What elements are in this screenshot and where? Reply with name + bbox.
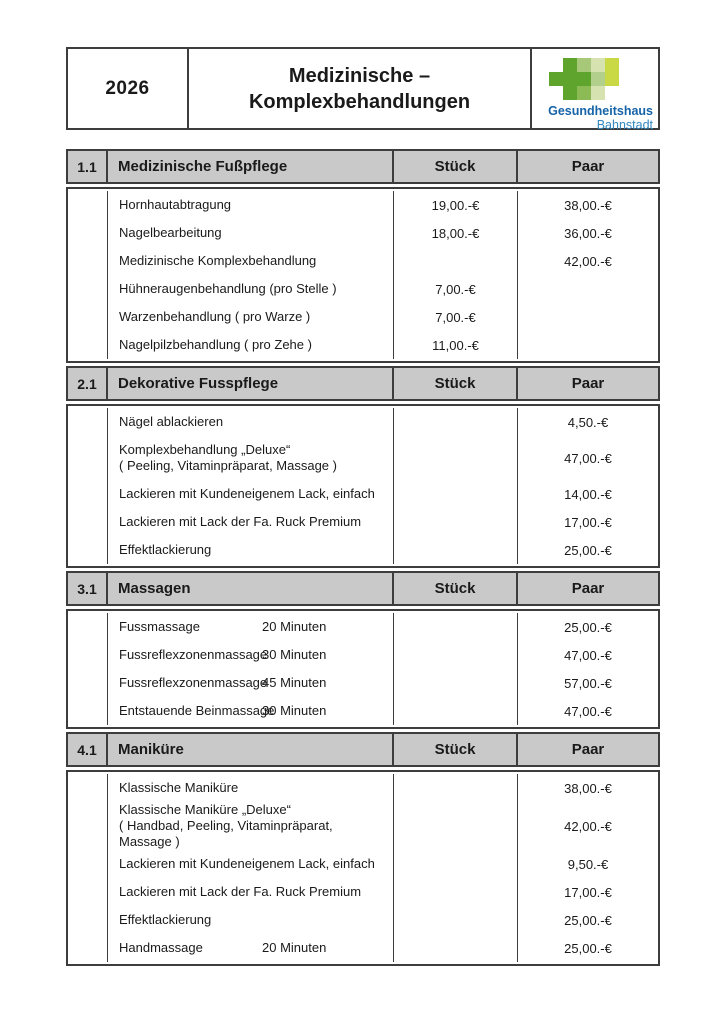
row-description: Lackieren mit Lack der Fa. Ruck Premium bbox=[119, 514, 362, 529]
row-description-cell bbox=[108, 669, 394, 697]
logo-text bbox=[548, 104, 653, 132]
row-description-cell bbox=[108, 641, 394, 669]
document-content bbox=[66, 47, 660, 969]
price-section bbox=[66, 366, 660, 568]
row-description: Hornhautabtragung bbox=[119, 197, 232, 212]
row-description: Warzenbehandlung ( pro Warze ) bbox=[119, 309, 311, 324]
price-paar: 25,00.-€ bbox=[564, 940, 612, 956]
price-section bbox=[66, 571, 660, 729]
cross-cell bbox=[563, 58, 577, 72]
price-row bbox=[68, 934, 658, 962]
price-stueck bbox=[394, 480, 518, 508]
price-row bbox=[68, 436, 658, 480]
row-number-cell bbox=[68, 536, 108, 564]
row-description: Entstauende Beinmassage bbox=[119, 703, 275, 718]
price-stueck bbox=[394, 508, 518, 536]
price-paar: 36,00.-€ bbox=[564, 225, 612, 241]
price-row bbox=[68, 697, 658, 725]
cross-cell bbox=[605, 72, 619, 86]
price-stueck: 7,00.-€ bbox=[394, 275, 518, 303]
section-body bbox=[66, 404, 660, 568]
price-stueck: 11,00.-€ bbox=[394, 331, 518, 359]
column-header-stueck: Stück bbox=[394, 368, 518, 399]
cross-cell bbox=[549, 58, 563, 72]
row-number-cell bbox=[68, 613, 108, 641]
row-number-cell bbox=[68, 191, 108, 219]
price-stueck bbox=[394, 408, 518, 436]
price-row bbox=[68, 802, 658, 850]
row-description: Lackieren mit Lack der Fa. Ruck Premium bbox=[119, 884, 362, 899]
price-row bbox=[68, 331, 658, 359]
row-description-cell bbox=[108, 536, 394, 564]
price-paar: 25,00.-€ bbox=[564, 619, 612, 635]
row-description-cell bbox=[108, 247, 394, 275]
document-title bbox=[189, 49, 532, 128]
section-title: Maniküre bbox=[108, 734, 394, 765]
section-header-row bbox=[66, 149, 660, 184]
row-description: Lackieren mit Kundeneigenem Lack, einfach bbox=[119, 486, 375, 501]
cross-cell bbox=[563, 72, 577, 86]
section-body bbox=[66, 609, 660, 729]
price-row bbox=[68, 247, 658, 275]
section-header-row bbox=[66, 366, 660, 401]
row-number-cell bbox=[68, 697, 108, 725]
row-description: Hühneraugenbehandlung (pro Stelle ) bbox=[119, 281, 337, 296]
price-row bbox=[68, 508, 658, 536]
price-row bbox=[68, 669, 658, 697]
row-duration: 30 Minuten bbox=[262, 647, 327, 662]
row-number-cell bbox=[68, 802, 108, 850]
row-description: Effektlackierung bbox=[119, 912, 212, 927]
row-description-cell bbox=[108, 303, 394, 331]
price-paar: 38,00.-€ bbox=[564, 197, 612, 213]
row-description: Medizinische Komplexbehandlung bbox=[119, 253, 317, 268]
row-number-cell bbox=[68, 408, 108, 436]
column-header-paar: Paar bbox=[571, 741, 605, 758]
price-row bbox=[68, 536, 658, 564]
section-title: Massagen bbox=[108, 573, 394, 604]
row-number-cell bbox=[68, 508, 108, 536]
price-row bbox=[68, 480, 658, 508]
row-description-cell bbox=[108, 878, 394, 906]
section-number: 1.1 bbox=[68, 151, 108, 182]
price-stueck: 7,00.-€ bbox=[394, 303, 518, 331]
price-paar: 4,50.-€ bbox=[567, 414, 609, 430]
row-description-cell bbox=[108, 191, 394, 219]
cross-cell bbox=[591, 72, 605, 86]
row-number-cell bbox=[68, 878, 108, 906]
row-description-cell bbox=[108, 906, 394, 934]
title-box bbox=[66, 47, 660, 130]
cross-cell bbox=[563, 86, 577, 100]
price-row bbox=[68, 878, 658, 906]
document-title-line2: Komplexbehandlungen bbox=[248, 90, 471, 113]
row-number-cell bbox=[68, 331, 108, 359]
row-description-detail: ( Handbad, Peeling, Vitaminpräparat, Massage ) bbox=[119, 818, 333, 849]
row-description-cell bbox=[108, 275, 394, 303]
price-row bbox=[68, 613, 658, 641]
section-header-row bbox=[66, 571, 660, 606]
row-description: Handmassage bbox=[119, 940, 203, 955]
row-description-cell bbox=[108, 934, 394, 962]
price-row bbox=[68, 303, 658, 331]
cross-cell bbox=[577, 58, 591, 72]
cross-cell bbox=[549, 72, 563, 86]
price-row bbox=[68, 906, 658, 934]
cross-cell bbox=[549, 86, 563, 100]
section-number: 2.1 bbox=[68, 368, 108, 399]
price-paar: 9,50.-€ bbox=[567, 856, 609, 872]
price-stueck bbox=[394, 613, 518, 641]
price-row bbox=[68, 408, 658, 436]
cross-cell bbox=[605, 86, 619, 100]
price-stueck bbox=[394, 641, 518, 669]
price-stueck bbox=[394, 802, 518, 850]
row-description-cell bbox=[108, 219, 394, 247]
green-cross-icon bbox=[549, 58, 619, 100]
section-header-row bbox=[66, 732, 660, 767]
row-number-cell bbox=[68, 850, 108, 878]
price-stueck bbox=[394, 934, 518, 962]
price-paar bbox=[518, 331, 658, 359]
section-number: 4.1 bbox=[68, 734, 108, 765]
price-stueck bbox=[394, 878, 518, 906]
row-number-cell bbox=[68, 275, 108, 303]
row-description: Fussreflexzonenmassage bbox=[119, 647, 268, 662]
row-number-cell bbox=[68, 934, 108, 962]
price-paar: 47,00.-€ bbox=[564, 450, 612, 466]
row-description-cell bbox=[108, 480, 394, 508]
logo-name: Gesundheitshaus bbox=[548, 104, 653, 118]
row-description-cell bbox=[108, 331, 394, 359]
row-description: Klassische Maniküre bbox=[119, 780, 239, 795]
section-title: Medizinische Fußpflege bbox=[108, 151, 394, 182]
price-paar: 42,00.-€ bbox=[564, 253, 612, 269]
row-description-cell bbox=[108, 436, 394, 480]
column-header-stueck: Stück bbox=[394, 573, 518, 604]
price-paar: 47,00.-€ bbox=[564, 703, 612, 719]
row-description: Lackieren mit Kundeneigenem Lack, einfach bbox=[119, 856, 375, 871]
row-description-cell bbox=[108, 613, 394, 641]
row-description-cell bbox=[108, 408, 394, 436]
row-description-cell bbox=[108, 802, 394, 850]
price-stueck bbox=[394, 774, 518, 802]
row-description-cell bbox=[108, 697, 394, 725]
price-paar bbox=[518, 275, 658, 303]
price-section bbox=[66, 149, 660, 363]
cross-cell bbox=[577, 72, 591, 86]
price-row bbox=[68, 219, 658, 247]
row-duration: 20 Minuten bbox=[262, 940, 327, 955]
price-stueck bbox=[394, 669, 518, 697]
price-paar: 17,00.-€ bbox=[564, 884, 612, 900]
price-stueck bbox=[394, 906, 518, 934]
row-duration: 30 Minuten bbox=[262, 703, 327, 718]
price-paar: 25,00.-€ bbox=[564, 912, 612, 928]
row-number-cell bbox=[68, 303, 108, 331]
row-number-cell bbox=[68, 480, 108, 508]
price-stueck bbox=[394, 436, 518, 480]
price-paar bbox=[518, 303, 658, 331]
row-description-cell bbox=[108, 508, 394, 536]
logo-cell bbox=[532, 49, 658, 132]
cross-cell bbox=[591, 58, 605, 72]
row-description: Fussreflexzonenmassage bbox=[119, 675, 268, 690]
row-description: Effektlackierung bbox=[119, 542, 212, 557]
section-title: Dekorative Fusspflege bbox=[108, 368, 394, 399]
price-stueck bbox=[394, 850, 518, 878]
price-paar: 42,00.-€ bbox=[564, 818, 612, 834]
row-duration: 45 Minuten bbox=[262, 675, 327, 690]
row-duration: 20 Minuten bbox=[262, 619, 327, 634]
price-stueck: 18,00.-€ bbox=[394, 219, 518, 247]
price-row bbox=[68, 774, 658, 802]
cross-cell bbox=[605, 58, 619, 72]
section-body bbox=[66, 187, 660, 363]
row-number-cell bbox=[68, 219, 108, 247]
row-number-cell bbox=[68, 436, 108, 480]
row-description: Fussmassage bbox=[119, 619, 200, 634]
logo-location: Bahnstadt bbox=[596, 118, 653, 132]
column-header-paar: Paar bbox=[571, 375, 605, 392]
row-description-cell bbox=[108, 774, 394, 802]
column-header-paar: Paar bbox=[571, 158, 605, 175]
price-paar: 17,00.-€ bbox=[564, 514, 612, 530]
price-paar: 14,00.-€ bbox=[564, 486, 612, 502]
column-header-paar: Paar bbox=[571, 580, 605, 597]
row-description: Nagelbearbeitung bbox=[119, 225, 222, 240]
row-number-cell bbox=[68, 906, 108, 934]
row-description-cell bbox=[108, 850, 394, 878]
price-stueck: 19,00.-€ bbox=[394, 191, 518, 219]
price-paar: 47,00.-€ bbox=[564, 647, 612, 663]
price-stueck bbox=[394, 697, 518, 725]
row-description: Komplexbehandlung „Deluxe“ bbox=[119, 442, 291, 457]
row-description: Nagelpilzbehandlung ( pro Zehe ) bbox=[119, 337, 312, 352]
section-number: 3.1 bbox=[68, 573, 108, 604]
price-row bbox=[68, 191, 658, 219]
price-paar: 25,00.-€ bbox=[564, 542, 612, 558]
price-stueck bbox=[394, 247, 518, 275]
column-header-stueck: Stück bbox=[394, 734, 518, 765]
row-description: Klassische Maniküre „Deluxe“ bbox=[119, 802, 291, 817]
cross-cell bbox=[577, 86, 591, 100]
price-paar: 38,00.-€ bbox=[564, 780, 612, 796]
year-cell: 2026 bbox=[68, 49, 189, 128]
row-number-cell bbox=[68, 774, 108, 802]
column-header-stueck: Stück bbox=[394, 151, 518, 182]
price-row bbox=[68, 275, 658, 303]
cross-cell bbox=[591, 86, 605, 100]
section-body bbox=[66, 770, 660, 966]
price-row bbox=[68, 641, 658, 669]
price-section bbox=[66, 732, 660, 966]
row-description-detail: ( Peeling, Vitaminpräparat, Massage ) bbox=[119, 458, 337, 473]
row-number-cell bbox=[68, 641, 108, 669]
document-title-line1: Medizinische – bbox=[288, 64, 431, 87]
price-paar: 57,00.-€ bbox=[564, 675, 612, 691]
price-row bbox=[68, 850, 658, 878]
row-description: Nägel ablackieren bbox=[119, 414, 224, 429]
row-number-cell bbox=[68, 247, 108, 275]
row-number-cell bbox=[68, 669, 108, 697]
sections bbox=[66, 149, 660, 966]
price-stueck bbox=[394, 536, 518, 564]
